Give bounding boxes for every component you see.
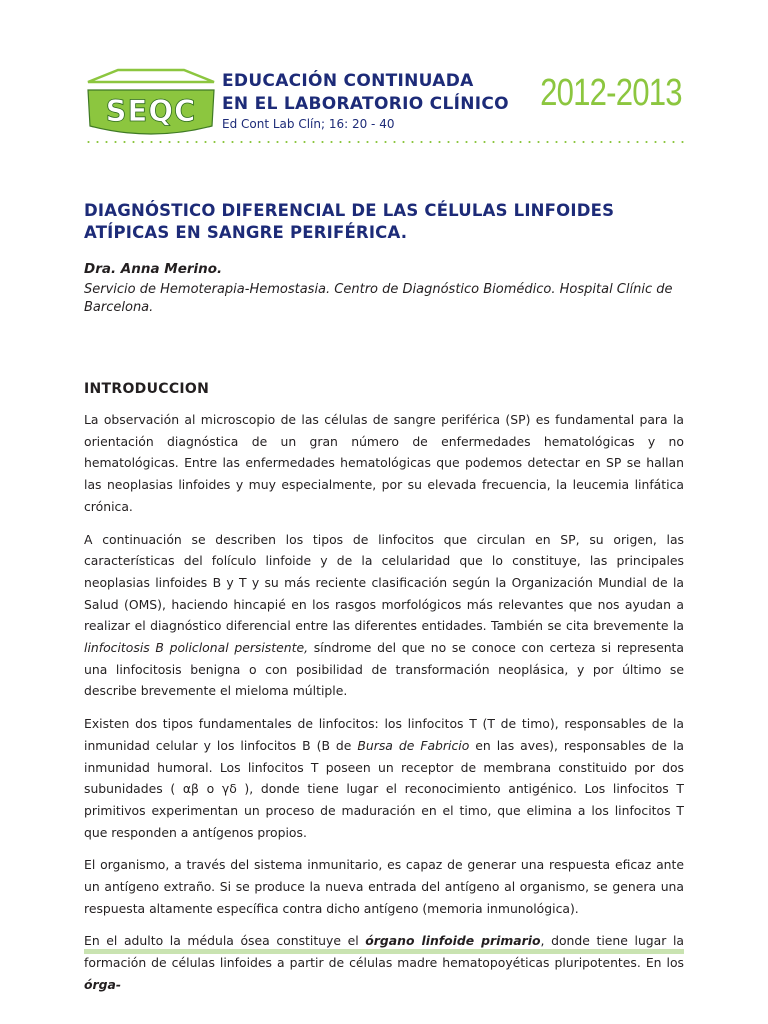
article-title-line1: DIAGNÓSTICO DIFERENCIAL DE LAS CÉLULAS LINFOIDES bbox=[84, 201, 615, 220]
paragraph-3: Existen dos tipos fundamentales de linfocitos: los linfocitos T (T de timo), responsables de la inmunidad celular y los linfocitos B (B de Bursa de Fabricio en las aves), responsables de la inmunidad humoral. Los linfocitos T poseen un receptor de membrana constituido por dos subunidades ( αβ o γδ ), donde tiene lugar el reconocimiento antigénico. Los linfocitos T primitivos experimentan un proceso de maduración en el timo, que elimina a los linfocitos T que responden a antígenos propios. bbox=[84, 716, 684, 840]
logo-text: SEQC bbox=[105, 94, 197, 128]
journal-header bbox=[84, 68, 684, 138]
dotted-divider bbox=[84, 141, 684, 143]
bottom-rule bbox=[84, 949, 684, 954]
section-heading: INTRODUCCION bbox=[84, 381, 210, 397]
paragraph-1: La observación al microscopio de las células de sangre periférica (SP) es fundamental para la orientación diagnóstica de un gran número de enfermedades hematológicas y no hematológicas. Entre las enfermedades hematológicas que podemos detectar en SP se hallan las neoplasias linfoides y muy especialmente, por su elevada frecuencia, la leucemia linfática crónica. bbox=[84, 412, 684, 514]
paragraph-2: A continuación se describen los tipos de linfocitos que circulan en SP, su origen, las características del folículo linfoide y de la celularidad que lo constituye, las principales neoplasias linfoides B y T y su más reciente clasificación según la Organización Mundial de la Salud (OMS), haciendo hincapié en los rasgos morfológicos más relevantes que nos ayudan a realizar el diagnóstico diferencial entre las diferentes entidades. También se cita brevemente la linfocitosis B policlonal persistente, síndrome del que no se conoce con certeza si representa una linfocitosis benigna o con posibilidad de transformación neoplásica, y por último se describe brevemente el mieloma múltiple. bbox=[84, 531, 684, 699]
edition-year: 2012-2013 bbox=[540, 72, 682, 114]
article-title bbox=[84, 200, 684, 244]
author-affiliation: Servicio de Hemoterapia-Hemostasia. Centro de Diagnóstico Biomédico. Hospital Clínic de Barcelona. bbox=[84, 282, 673, 315]
article-title-line2: ATÍPICAS EN SANGRE PERIFÉRICA. bbox=[84, 223, 408, 242]
series-title-line2: EN EL LABORATORIO CLÍNICO bbox=[222, 94, 509, 114]
emphasis-bursa: Bursa de Fabricio bbox=[357, 737, 470, 753]
series-title-line1: EDUCACIÓN CONTINUADA bbox=[222, 71, 474, 91]
article-body bbox=[84, 409, 684, 1007]
emphasis-organo-cont: órga- bbox=[84, 976, 121, 992]
paragraph-5: En el adulto la médula ósea constituye el órgano linfoide primario, donde tiene lugar la formación de células linfoides a partir de células madre hematopoyéticas pluripotentes. En los órga- bbox=[84, 933, 684, 992]
paragraph-4: El organismo, a través del sistema inmunitario, es capaz de generar una respuesta eficaz ante un antígeno extraño. Si se produce la nueva entrada del antígeno al organismo, se genera una respuesta altamente específica contra dicho antígeno (memoria inmunológica). bbox=[84, 857, 684, 916]
journal-reference: Ed Cont Lab Clín; 16: 20 - 40 bbox=[222, 117, 395, 131]
author-name: Dra. Anna Merino. bbox=[84, 261, 223, 277]
emphasis-linfocitosis: linfocitosis B policlonal persistente, bbox=[84, 640, 309, 656]
seqc-logo bbox=[84, 68, 218, 138]
emphasis-organo-primario: órgano linfoide primario bbox=[365, 933, 541, 949]
